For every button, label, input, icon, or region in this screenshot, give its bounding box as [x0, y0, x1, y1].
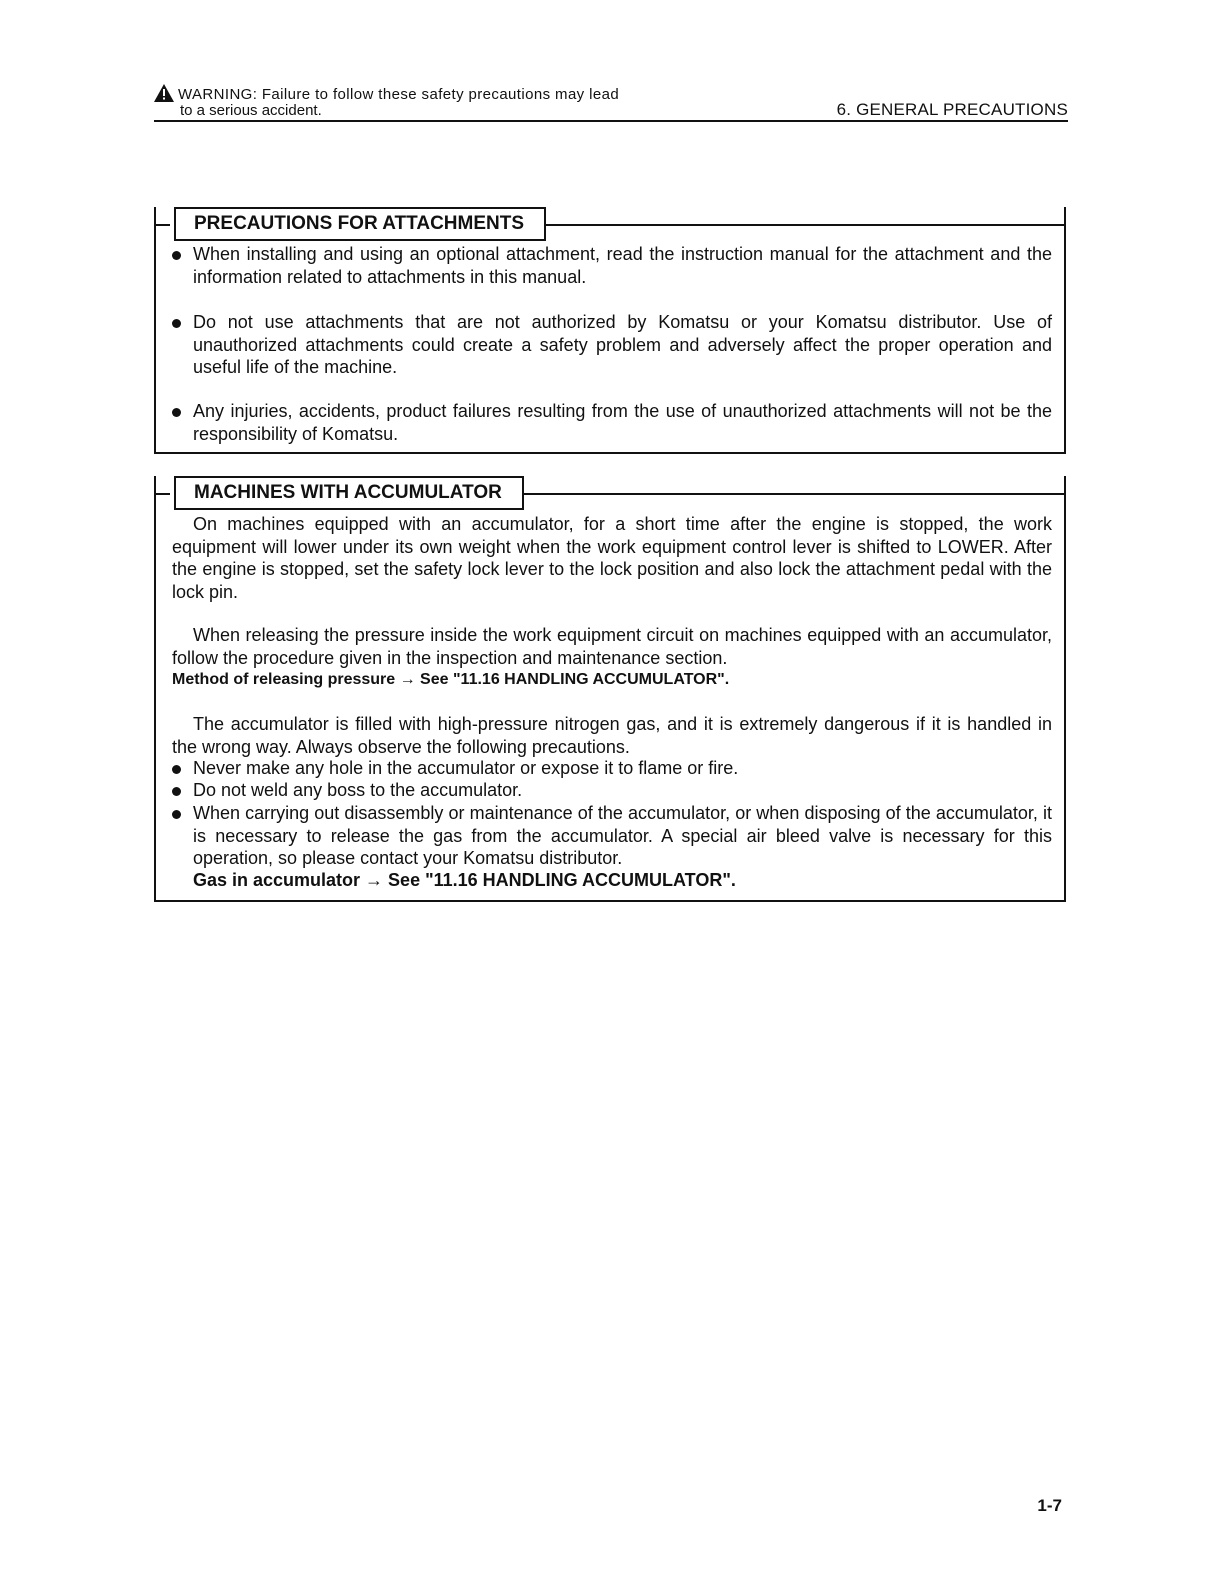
box-corner-tick: [154, 493, 170, 495]
bullet-icon: [172, 319, 181, 328]
box-corner-tick: [154, 224, 170, 226]
warning-line-2: to a serious accident.: [180, 102, 322, 119]
bullet-icon: [172, 408, 181, 417]
attachments-bullet-3: Any injuries, accidents, product failures resulting from the use of unauthorized attachments will not be the responsibility of Komatsu.: [193, 401, 1052, 444]
box-left-edge: [154, 493, 156, 509]
page-number: 1-7: [1037, 1496, 1062, 1515]
accumulator-paragraph-2: When releasing the pressure inside the work equipment circuit on machines equipped with an accumulator, follow the procedure given in the inspection and maintenance section.: [172, 625, 1052, 668]
bullet-icon: [172, 810, 181, 819]
box-left-edge: [154, 224, 156, 240]
attachments-box: [154, 207, 1066, 454]
accumulator-paragraph-1: On machines equipped with an accumulator, for a short time after the engine is stopped, the work equipment will lower under its own weight when the work equipment control lever is shifted to LOWER. After the engine is stopped, set the safety lock lever to the lock position and also lock the attachment pedal with the lock pin.: [172, 514, 1052, 602]
warning-text-1: WARNING: Failure to follow these safety precautions may lead: [178, 86, 620, 103]
warning-triangle-icon: [154, 84, 174, 102]
accumulator-reference-2: Gas in accumulator → See "11.16 HANDLING ACCUMULATOR".: [193, 870, 736, 890]
warning-line-1: [154, 84, 619, 103]
attachments-bullet-1: When installing and using an optional attachment, read the instruction manual for the attachment and the information related to attachments in this manual.: [193, 244, 1052, 287]
bullet-icon: [172, 787, 181, 796]
attachments-bullet-2: Do not use attachments that are not authorized by Komatsu or your Komatsu distributor. Use of unauthorized attachments could create a safety problem and adversely affect the proper operation and useful life of the machine.: [193, 312, 1052, 377]
accumulator-box: [154, 476, 1066, 902]
accumulator-title: MACHINES WITH ACCUMULATOR: [174, 476, 524, 510]
bullet-icon: [172, 251, 181, 260]
page-header: [154, 84, 1068, 122]
accumulator-bullet-2: Do not weld any boss to the accumulator.: [193, 780, 523, 800]
box-top-border: [524, 493, 1066, 495]
box-top-border: [544, 224, 1066, 226]
bullet-icon: [172, 765, 181, 774]
attachments-title: PRECAUTIONS FOR ATTACHMENTS: [174, 207, 546, 241]
accumulator-bullet-3: When carrying out disassembly or maintenance of the accumulator, or when disposing of the accumulator, it is necessary to release the gas from the accumulator. A special air bleed valve is necessary for this operation, so please contact your Komatsu distributor.: [193, 803, 1052, 868]
accumulator-paragraph-3: The accumulator is filled with high-pressure nitrogen gas, and it is extremely dangerous if it is handled in the wrong way. Always observe the following precautions.: [172, 714, 1052, 757]
accumulator-bullet-1: Never make any hole in the accumulator or expose it to flame or fire.: [193, 758, 739, 778]
accumulator-reference-1: Method of releasing pressure → See "11.16 HANDLING ACCUMULATOR".: [172, 671, 730, 688]
section-title: 6. GENERAL PRECAUTIONS: [836, 100, 1068, 119]
